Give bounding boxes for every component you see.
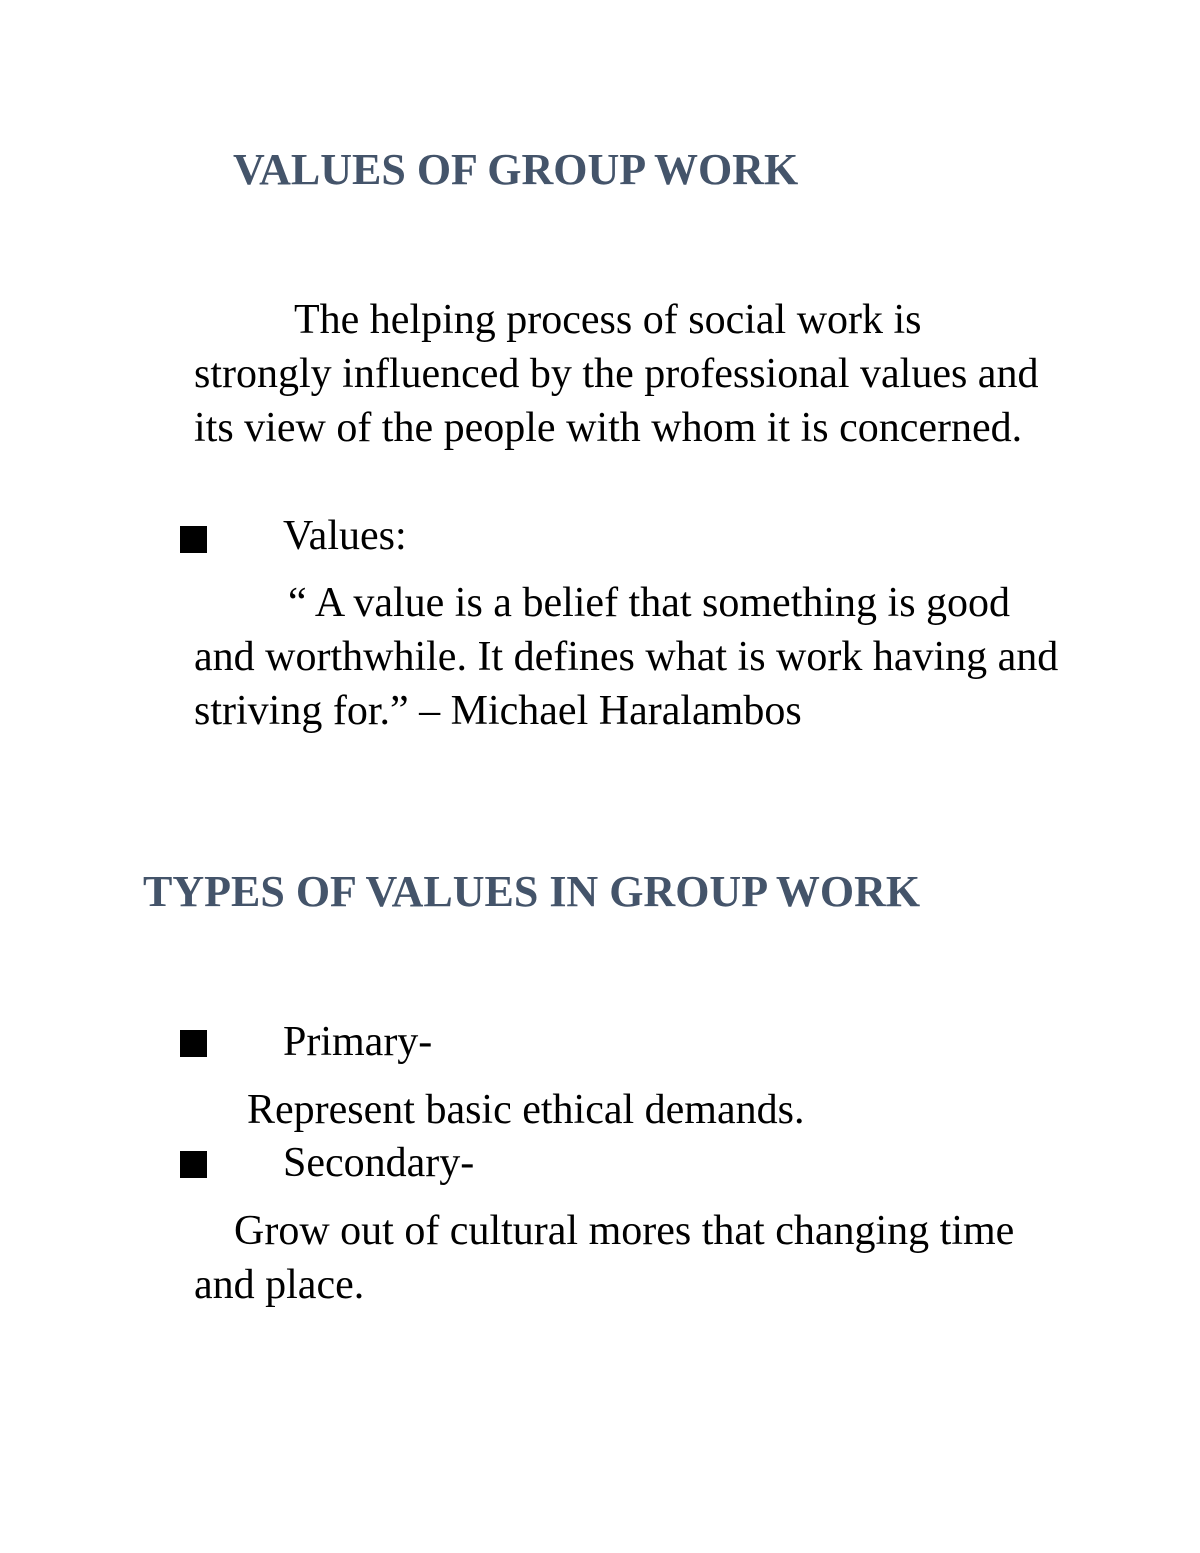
square-bullet-icon [180,1151,207,1178]
square-bullet-icon [180,526,207,553]
main-heading: VALUES OF GROUP WORK [233,145,799,194]
value-definition-quote: “ A value is a belief that something is good and worthwhile. It defines what is work having and striving for.” – Michael Haralambos [194,580,1059,734]
square-bullet-icon [180,1030,207,1057]
values-label: Values: [283,513,407,559]
intro-paragraph: The helping process of social work is strongly influenced by the professional values and its view of the people with whom it is concerned. [194,297,1039,451]
types-heading: TYPES OF VALUES IN GROUP WORK [143,867,921,916]
secondary-description: Grow out of cultural mores that changing time and place. [194,1208,1015,1308]
secondary-label: Secondary- [283,1140,475,1186]
primary-description: Represent basic ethical demands. [247,1087,805,1133]
primary-label: Primary- [283,1019,433,1065]
